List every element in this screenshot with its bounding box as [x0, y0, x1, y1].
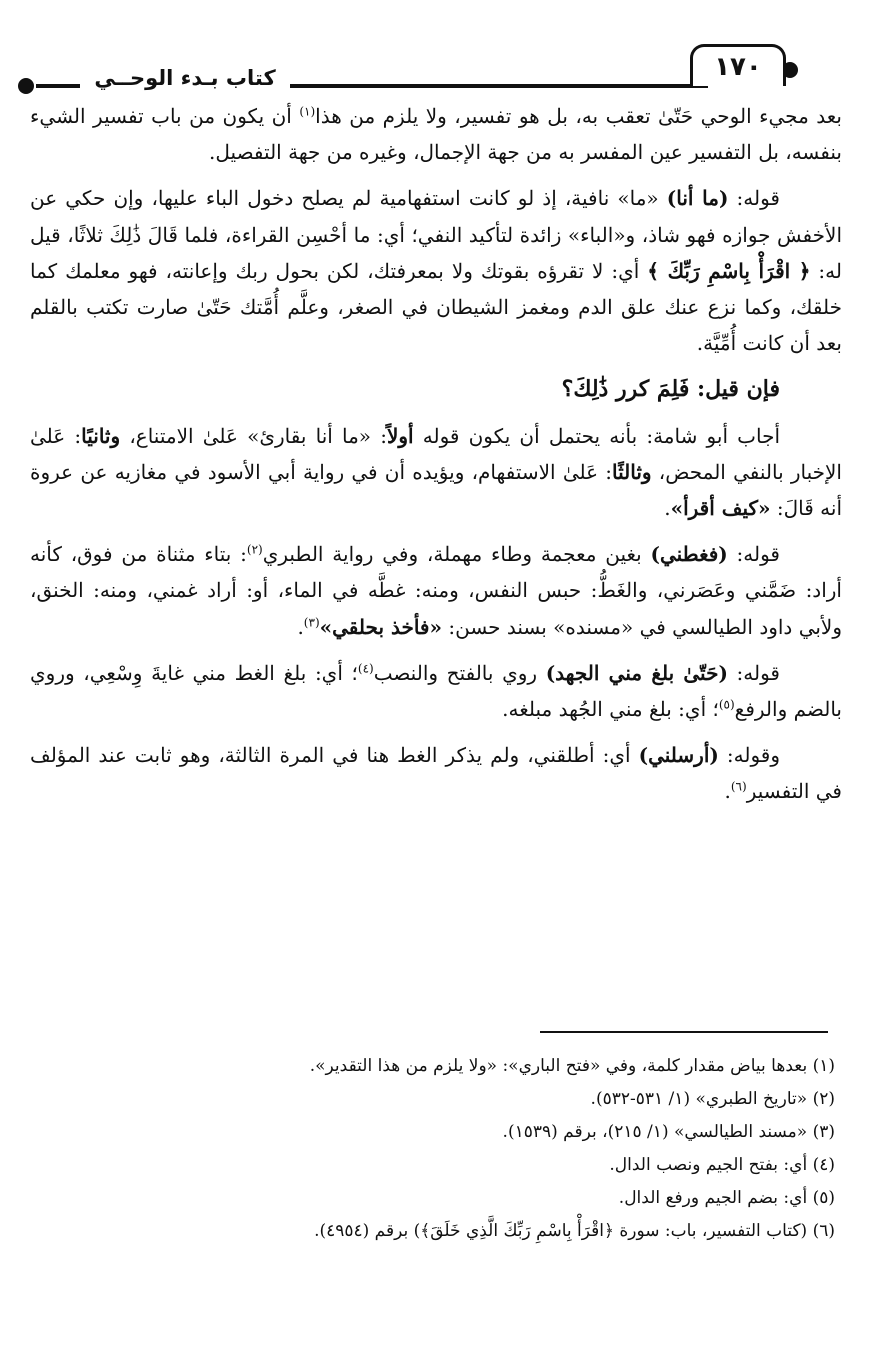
paragraph-1: بعد مجيء الوحي حَتّىٰ تعقب به، بل هو تفسير، ولا يلزم من هذا$^{(١)}$ أن يكون من باب تفسير الشيء بنفسه، بل التفسير عين المفسر به من جهة الإجمال، وغيره من جهة التفصيل.	[30, 104, 842, 165]
footnote-5: (٥) أي: بضم الجيم ورفع الدال.	[618, 1188, 835, 1208]
paragraph-5: قوله: (حَتّىٰ بلغ مني الجهد) روي بالفتح والنصب$^{(٤)}$؛ أي: بلغ الغط مني غايةَ وِسْعِي، وروي بالضم والرفع$^{(٥)}$؛ أي: بلغ مني الجُهد مبلغه.	[30, 660, 842, 722]
footnote-6: (٦) (كتاب التفسير، باب: سورة ﴿اقْرَأْ بِاسْمِ رَبِّكَ الَّذِي خَلَقَ﴾) برقم (٤٩٥٤).	[314, 1221, 835, 1241]
footnote-ref-1: (١)	[299, 104, 316, 119]
paragraph-4: قوله: (فغطني) بغين معجمة وطاء مهملة، وفي رواية الطبري$^{(٢)}$: بتاء مثناة من فوق، كأنه أراد: ضَمَّني وعَصَرني، والغَطُّ: حبس النفس، ومنه: غطَّه في الماء، أو: أراد غمني، ومنه: الخنق، ولأبي داود الطيالسي في «مسنده» بسند حسن: «فأخذ بحلقي»$^{(٣)}$.	[30, 542, 842, 639]
footnote-separator	[540, 1031, 828, 1033]
footnotes	[30, 1050, 835, 1248]
footnote-ref-4: (٤)	[357, 661, 374, 676]
quran-quote: ﴿ اقْرَأْ بِاسْمِ رَبِّكَ ﴾	[647, 258, 811, 283]
paragraph-3: أجاب أبو شامة: بأنه يحتمل أن يكون قوله أولاً: «ما أنا بقارئ» عَلىٰ الامتناع، وثانيًا: عَلىٰ الإخبار بالنفي المحض، وثالثًا: عَلىٰ الاستفهام، ويؤيده أن في رواية أبي الأسود في مغازيه عن عروة أنه قَالَ: «كيف أقرأ».	[30, 423, 842, 521]
paragraph-6: وقوله: (أرسلني) أي: أطلقني، ولم يذكر الغط هنا في المرة الثالثة، وهو ثابت عند المؤلف في التفسير$^{(٦)}$.	[30, 743, 842, 804]
footnote-ref-5: (٥)	[718, 697, 735, 712]
running-title: كتاب بـدء الوحــي	[80, 62, 290, 94]
paragraph-2: قوله: (ما أنا) «ما» نافية، إذ لو كانت استفهامية لم يصلح دخول الباء عليها، وإن حكي عن الأخفش جوازه فهو شاذ، و«الباء» زائدة لتأكيد النفي؛ أي: ما أحْسِن القراءة، فلما قَالَ ذَٰلِكَ ثلاثًا، قيل له: ﴿ اقْرَأْ بِاسْمِ رَبِّكَ ﴾ أي: لا تقرؤه بقوتك ولا بمعرفتك، لكن بحول ربك وإعانته، فهو معلمك كما خلقك، وكما نزع عنك علق الدم ومغمز الشيطان في الصغر، وعلَّم أُمَّتك حَتّىٰ صارت تكتب بالقلم بعد أن كانت أُمِّيَّة.	[30, 186, 842, 356]
footnote-3: (٣) «مسند الطيالسي» (١/ ٢١٥)، برقم (١٥٣٩).	[502, 1122, 835, 1142]
footnote-2: (٢) «تاريخ الطبري» (١/ ٥٣١-٥٣٢).	[590, 1089, 835, 1109]
main-text	[30, 98, 842, 820]
page-number: ١٧٠	[690, 44, 786, 86]
footnote-ref-2: (٢)	[246, 542, 263, 557]
footnote-1: (١) بعدها بياض مقدار كلمة، وفي «فتح الباري»: «ولا يلزم من هذا التقدير».	[309, 1056, 835, 1076]
header-dot-left	[18, 78, 34, 94]
footnote-ref-3: (٣)	[303, 614, 320, 629]
section-question: فإن قيل: فَلِمَ كرر ذَٰلِكَ؟	[561, 376, 780, 403]
footnote-ref-6: (٦)	[730, 779, 747, 794]
footnote-4: (٤) أي: بفتح الجيم ونصب الدال.	[609, 1155, 835, 1175]
